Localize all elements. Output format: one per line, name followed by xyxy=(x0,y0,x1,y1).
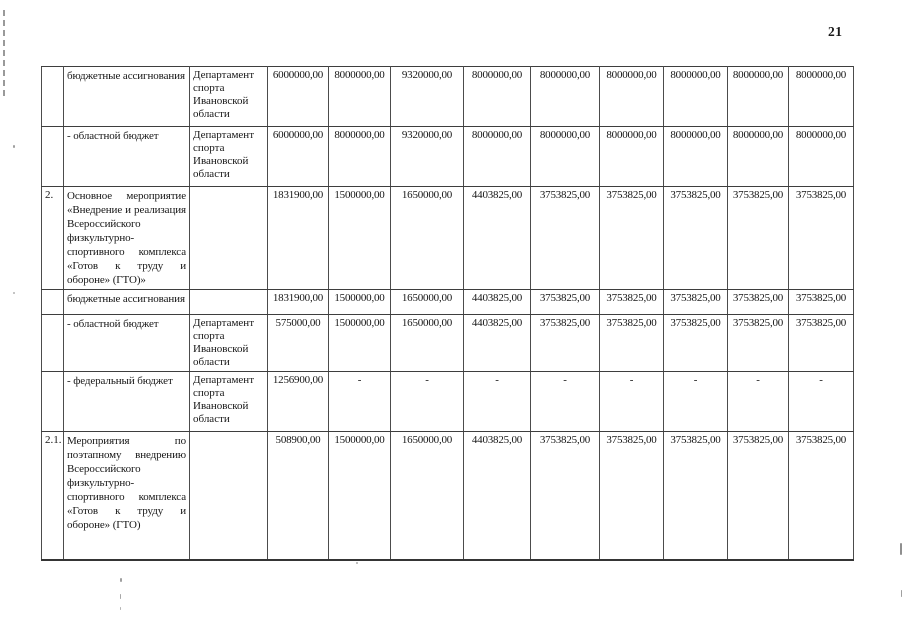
row-dept-cell: Департамент спорта Ивановской области xyxy=(190,315,268,372)
row-value-cell: - xyxy=(531,372,600,432)
row-value-cell: 8000000,00 xyxy=(464,127,531,187)
table-row xyxy=(42,372,854,432)
row-number-cell xyxy=(42,290,64,315)
row-value-cell: - xyxy=(664,372,728,432)
scan-artifact xyxy=(13,145,15,148)
table-row xyxy=(42,127,854,187)
row-value-cell: - xyxy=(391,372,464,432)
row-value-cell: 3753825,00 xyxy=(531,290,600,315)
row-value-cell: - xyxy=(329,372,391,432)
row-name-cell: - областной бюджет xyxy=(64,315,190,372)
row-dept-cell: Департамент спорта Ивановской области xyxy=(190,67,268,127)
row-value-cell: 8000000,00 xyxy=(531,127,600,187)
row-value-cell: 3753825,00 xyxy=(728,432,789,560)
row-value-cell: - xyxy=(789,372,854,432)
row-value-cell: 508900,00 xyxy=(268,432,329,560)
row-value-cell: 8000000,00 xyxy=(464,67,531,127)
row-dept-cell xyxy=(190,187,268,290)
row-value-cell: 3753825,00 xyxy=(600,315,664,372)
row-value-cell: 1256900,00 xyxy=(268,372,329,432)
row-value-cell: 6000000,00 xyxy=(268,127,329,187)
table-row xyxy=(42,290,854,315)
row-value-cell: 8000000,00 xyxy=(600,67,664,127)
row-number-cell: 2. xyxy=(42,187,64,290)
row-value-cell: 8000000,00 xyxy=(531,67,600,127)
row-value-cell: - xyxy=(600,372,664,432)
scan-artifact xyxy=(120,607,121,610)
row-value-cell: 3753825,00 xyxy=(664,315,728,372)
row-value-cell: 8000000,00 xyxy=(600,127,664,187)
row-dept-cell: Департамент спорта Ивановской области xyxy=(190,127,268,187)
scan-artifact xyxy=(120,594,121,599)
row-value-cell: 3753825,00 xyxy=(531,432,600,560)
row-value-cell: 3753825,00 xyxy=(664,187,728,290)
row-name-cell: бюджетные ассигнования xyxy=(64,290,190,315)
row-value-cell: 8000000,00 xyxy=(789,127,854,187)
row-value-cell: 3753825,00 xyxy=(728,315,789,372)
row-value-cell: 4403825,00 xyxy=(464,290,531,315)
row-dept-cell xyxy=(190,432,268,560)
row-value-cell: 3753825,00 xyxy=(789,315,854,372)
row-value-cell: 8000000,00 xyxy=(664,67,728,127)
row-value-cell: 8000000,00 xyxy=(728,127,789,187)
table-row xyxy=(42,432,854,560)
row-value-cell: 3753825,00 xyxy=(600,290,664,315)
row-value-cell: 3753825,00 xyxy=(531,187,600,290)
row-value-cell: 1500000,00 xyxy=(329,187,391,290)
row-value-cell: 3753825,00 xyxy=(789,432,854,560)
row-value-cell: 1500000,00 xyxy=(329,290,391,315)
row-value-cell: 8000000,00 xyxy=(329,127,391,187)
row-value-cell: 3753825,00 xyxy=(728,290,789,315)
row-value-cell: 3753825,00 xyxy=(664,432,728,560)
row-value-cell: 1831900,00 xyxy=(268,290,329,315)
row-number-cell xyxy=(42,372,64,432)
row-value-cell: - xyxy=(464,372,531,432)
row-dept-cell xyxy=(190,290,268,315)
scan-artifact xyxy=(356,562,358,564)
row-value-cell: 4403825,00 xyxy=(464,187,531,290)
row-value-cell: 1650000,00 xyxy=(391,187,464,290)
row-value-cell: 3753825,00 xyxy=(600,432,664,560)
row-value-cell: 3753825,00 xyxy=(664,290,728,315)
row-name-cell: бюджетные ассигнования xyxy=(64,67,190,127)
page-number: 21 xyxy=(828,24,843,39)
row-number-cell xyxy=(42,127,64,187)
row-value-cell: 9320000,00 xyxy=(391,67,464,127)
row-name-cell: Мероприятия по поэтапному внедрению Всероссийского физкультурно-спортивного комплекса «Готов к труду и обороне» (ГТО) xyxy=(64,432,190,560)
row-value-cell: 4403825,00 xyxy=(464,315,531,372)
scan-artifact xyxy=(120,578,122,582)
scan-artifact xyxy=(13,292,15,294)
row-number-cell xyxy=(42,67,64,127)
scan-artifact xyxy=(900,543,902,555)
row-value-cell: 8000000,00 xyxy=(664,127,728,187)
row-value-cell: 8000000,00 xyxy=(329,67,391,127)
row-name-cell: - областной бюджет xyxy=(64,127,190,187)
scan-artifact xyxy=(3,10,5,96)
row-value-cell: 8000000,00 xyxy=(728,67,789,127)
budget-table xyxy=(41,66,854,561)
row-number-cell xyxy=(42,315,64,372)
row-value-cell: 3753825,00 xyxy=(789,290,854,315)
row-value-cell: 1500000,00 xyxy=(329,315,391,372)
row-value-cell: 8000000,00 xyxy=(789,67,854,127)
budget-table-body xyxy=(42,67,854,560)
row-name-cell: - федеральный бюджет xyxy=(64,372,190,432)
scan-artifact xyxy=(901,590,902,597)
row-value-cell: - xyxy=(728,372,789,432)
table-row xyxy=(42,67,854,127)
table-row xyxy=(42,315,854,372)
table-row xyxy=(42,187,854,290)
row-value-cell: 1650000,00 xyxy=(391,315,464,372)
row-value-cell: 1831900,00 xyxy=(268,187,329,290)
row-value-cell: 1650000,00 xyxy=(391,290,464,315)
row-value-cell: 1650000,00 xyxy=(391,432,464,560)
row-value-cell: 9320000,00 xyxy=(391,127,464,187)
row-number-cell: 2.1. xyxy=(42,432,64,560)
row-value-cell: 3753825,00 xyxy=(728,187,789,290)
row-dept-cell: Департамент спорта Ивановской области xyxy=(190,372,268,432)
row-value-cell: 575000,00 xyxy=(268,315,329,372)
row-value-cell: 3753825,00 xyxy=(789,187,854,290)
row-value-cell: 3753825,00 xyxy=(531,315,600,372)
row-value-cell: 3753825,00 xyxy=(600,187,664,290)
row-value-cell: 4403825,00 xyxy=(464,432,531,560)
row-name-cell: Основное мероприятие «Внедрение и реализация Всероссийского физкультурно-спортивного комплекса «Готов к труду и обороне» (ГТО)» xyxy=(64,187,190,290)
row-value-cell: 1500000,00 xyxy=(329,432,391,560)
row-value-cell: 6000000,00 xyxy=(268,67,329,127)
